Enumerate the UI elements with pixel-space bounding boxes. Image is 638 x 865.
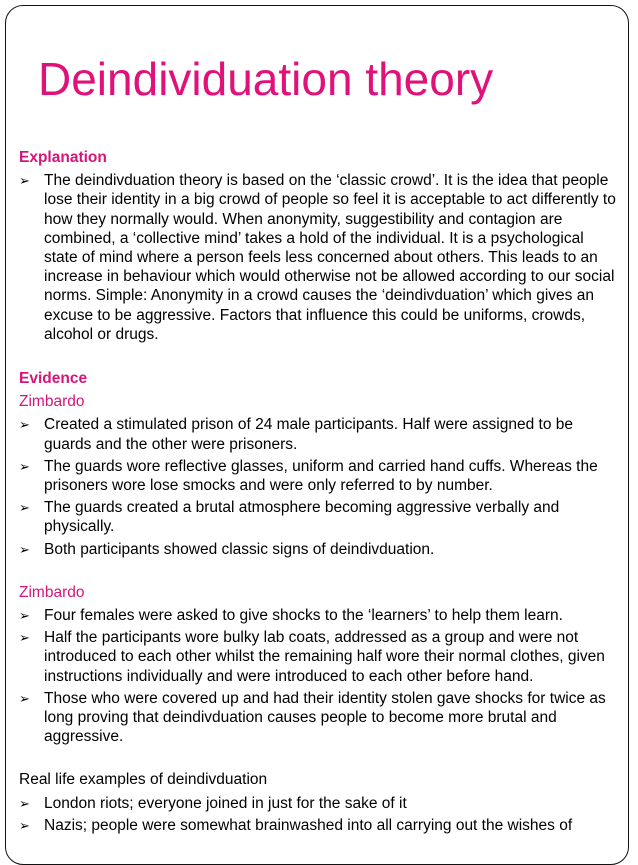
bullet-text: Created a stimulated prison of 24 male participants. Half were assigned to be guards and the other were prisoners. [44,416,574,453]
list-item [19,415,619,453]
real-life-heading: Real life examples of deindivduation [19,771,268,789]
list-item [19,457,619,495]
arrow-bullet-icon: ➢ [19,630,30,646]
bullet-text: Four females were asked to give shocks to the ‘learners’ to help them learn. [44,607,563,625]
bullet-text: Half the participants wore bulky lab coats, addressed as a group and were not introduced to each other whilst the remaining half wore their normal clothes, given instructions individually and were introduced to each other before hand. [44,629,605,685]
study2-list [19,606,619,746]
arrow-bullet-icon: ➢ [19,541,30,557]
list-item [19,540,619,559]
arrow-bullet-icon: ➢ [19,500,30,516]
study-name: Zimbardo [19,583,85,601]
arrow-bullet-icon: ➢ [19,817,30,833]
explanation-list [19,171,619,344]
list-item [19,498,619,536]
list-item [19,171,619,344]
list-item [19,794,619,813]
real-life-list [19,794,619,835]
arrow-bullet-icon: ➢ [19,173,30,189]
bullet-text: The guards wore reflective glasses, uniform and carried hand cuffs. Whereas the prisoners wore lose smocks and were only referred to by number. [44,457,598,495]
study-name: Zimbardo [19,393,85,411]
bullet-text: Nazis; people were somewhat brainwashed into all carrying out the wishes of [44,816,573,834]
slide-content [19,148,619,838]
slide-title: Deindividuation theory [38,53,494,105]
bullet-text: The deindivduation theory is based on the ‘classic crowd’. It is the idea that people lose their identity in a big crowd of people so feel it is acceptable to act differently to how they normally would. When anonymity, suggestibility and contagion are combined, a ‘collective mind’ takes a hold of the individual. It is a psychological state of mind where a person feels less concerned about others. This leads to an increase in behaviour which would otherwise not be allowed according to our social norms. Simple: Anonymity in a crowd causes the ‘deindivduation’ which gives an excuse to be aggressive. Factors that influence this could be uniforms, crowds, alcohol or drugs. [44,172,616,343]
evidence-heading: Evidence [19,370,88,388]
bullet-text: Those who were covered up and had their identity stolen gave shocks for twice as long proving that deindivduation causes people to become more brutal and aggressive. [44,689,606,746]
arrow-bullet-icon: ➢ [19,458,30,474]
bullet-text: Both participants showed classic signs of deindivduation. [44,540,435,558]
list-item [19,689,619,747]
arrow-bullet-icon: ➢ [19,608,30,624]
arrow-bullet-icon: ➢ [19,690,30,706]
study1-list [19,415,619,558]
list-item [19,816,619,835]
bullet-text: The guards created a brutal atmosphere becoming aggressive verbally and physically. [44,499,560,536]
list-item [19,628,619,686]
arrow-bullet-icon: ➢ [19,417,30,433]
arrow-bullet-icon: ➢ [19,795,30,811]
explanation-heading: Explanation [19,149,107,166]
bullet-text: London riots; everyone joined in just for the sake of it [44,794,407,812]
list-item [19,606,619,625]
